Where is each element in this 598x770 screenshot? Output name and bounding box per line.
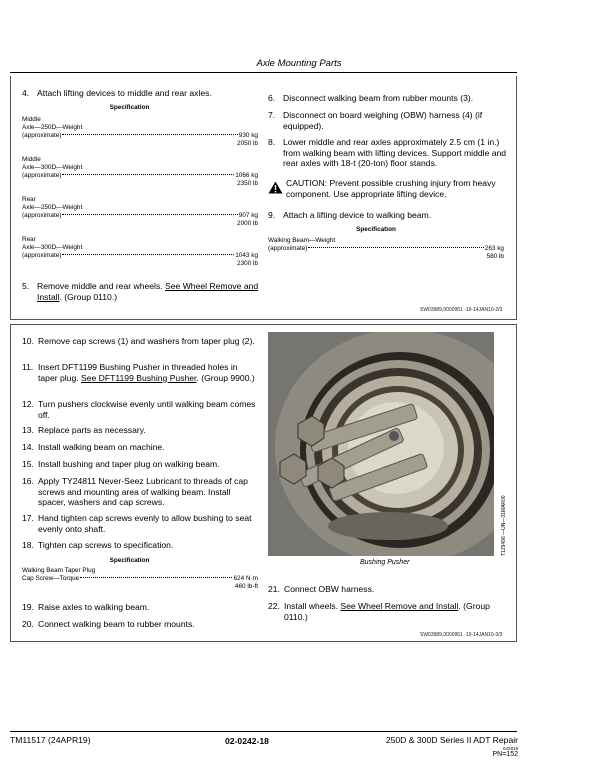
- spec-title: Specification: [109, 104, 150, 111]
- bushing-pusher-photo: [268, 332, 494, 556]
- spec-middle-300d: Middle Axle—300D—Weight (approximate) 1066 kg 2350 lb: [22, 156, 258, 187]
- step-9: 9. Attach a lifting device to walking beam.: [268, 210, 432, 220]
- step-5: 5. Remove middle and rear wheels. See Wheel Remove and Install. (Group 0110.): [22, 281, 259, 302]
- caution-notice: CAUTION: Prevent possible crushing injury from heavy component. Use appropriate lifting device.: [268, 178, 508, 199]
- step-20: 20. Connect walking beam to rubber mounts.: [22, 619, 195, 629]
- header-rule: [10, 72, 517, 73]
- step-7: 7. Disconnect on board weighing (OBW) harness (4) (if equipped).: [268, 110, 483, 131]
- step-10: 10. Remove cap screws (1) and washers from taper plug (2).: [22, 336, 255, 346]
- link-wheel-remove-install[interactable]: See Wheel Remove and Install: [37, 281, 259, 302]
- footer-page-code: 02-0242-18: [225, 736, 269, 746]
- step-21: 21. Connect OBW harness.: [268, 584, 375, 594]
- step-16: 16. Apply TY24811 Never-Seez Lubricant to threads of cap screws and mounting area of walking beam. Install spacer, washers and cap screws.: [22, 476, 248, 508]
- spec-taper-plug-torque: Walking Beam Taper Plug Cap Screw—Torque 624 N·m 460 lb-ft: [22, 567, 258, 590]
- spec-title-torque: Specification: [109, 557, 150, 564]
- step-11: 11. Insert DFT1199 Bushing Pusher in threaded holes in taper plug. See DFT1199 Bushing Pusher. (Group 9900.): [22, 362, 255, 383]
- step-13: 13. Replace parts as necessary.: [22, 425, 146, 435]
- footer-tm-number: TM11517 (24APR19): [10, 735, 91, 745]
- step-6: 6. Disconnect walking beam from rubber mounts (3).: [268, 93, 474, 103]
- spec-title-right: Specification: [356, 226, 396, 233]
- step-4: 4. Attach lifting devices to middle and rear axles.: [22, 88, 212, 98]
- reference-code-1: SW03989,0000951 -19-14JAN10-2/3: [420, 307, 503, 313]
- figure-code: T129496 —UN—31MAR00: [501, 495, 507, 556]
- spec-middle-250d: Middle Axle—250D—Weight (approximate) 930 kg 2050 lb: [22, 116, 258, 147]
- step-15: 15. Install bushing and taper plug on walking beam.: [22, 459, 220, 469]
- footer-manual-title: 250D & 300D Series II ADT Repair: [385, 735, 518, 745]
- page-header-title: Axle Mounting Parts: [256, 58, 342, 69]
- spec-rear-250d: Rear Axle—250D—Weight (approximate) 907 kg 2000 lb: [22, 196, 258, 227]
- photo-caption: Bushing Pusher: [360, 559, 410, 566]
- footer-rule: [10, 731, 517, 732]
- link-bushing-pusher[interactable]: See DFT1199 Bushing Pusher: [81, 372, 197, 383]
- bushing-pusher-illustration: [268, 332, 494, 556]
- spec-rear-300d: Rear Axle—300D—Weight (approximate) 1043 kg 2300 lb: [22, 236, 258, 267]
- step-14: 14. Install walking beam on machine.: [22, 442, 165, 452]
- link-wheel-remove-install-2[interactable]: See Wheel Remove and Install: [340, 601, 459, 611]
- step-19: 19. Raise axles to walking beam.: [22, 602, 150, 612]
- step-8: 8. Lower middle and rear axles approximately 2.5 cm (1 in.) from walking beam with lifting devices. Support middle and rear axles with 18-t (20-ton) floor stands.: [268, 137, 507, 169]
- step-18: 18. Tighten cap screws to specification.: [22, 540, 174, 550]
- step-22: 22. Install wheels. See Wheel Remove and Install. (Group 0110.): [268, 601, 490, 622]
- step-12: 12. Turn pushers clockwise evenly until walking beam comes off.: [22, 399, 256, 420]
- step-17: 17. Hand tighten cap screws evenly to allow bushing to seat evenly onto shaft.: [22, 513, 252, 534]
- footer-date-code: 042819: [502, 746, 518, 751]
- spec-walking-beam-weight: Walking Beam—Weight (approximate) 263 kg 580 lb: [268, 237, 504, 260]
- footer-page-number: PN=152: [492, 751, 518, 758]
- warning-icon: [268, 181, 283, 194]
- reference-code-2: SW03989,0000951 -19-14JAN10-3/3: [420, 632, 503, 638]
